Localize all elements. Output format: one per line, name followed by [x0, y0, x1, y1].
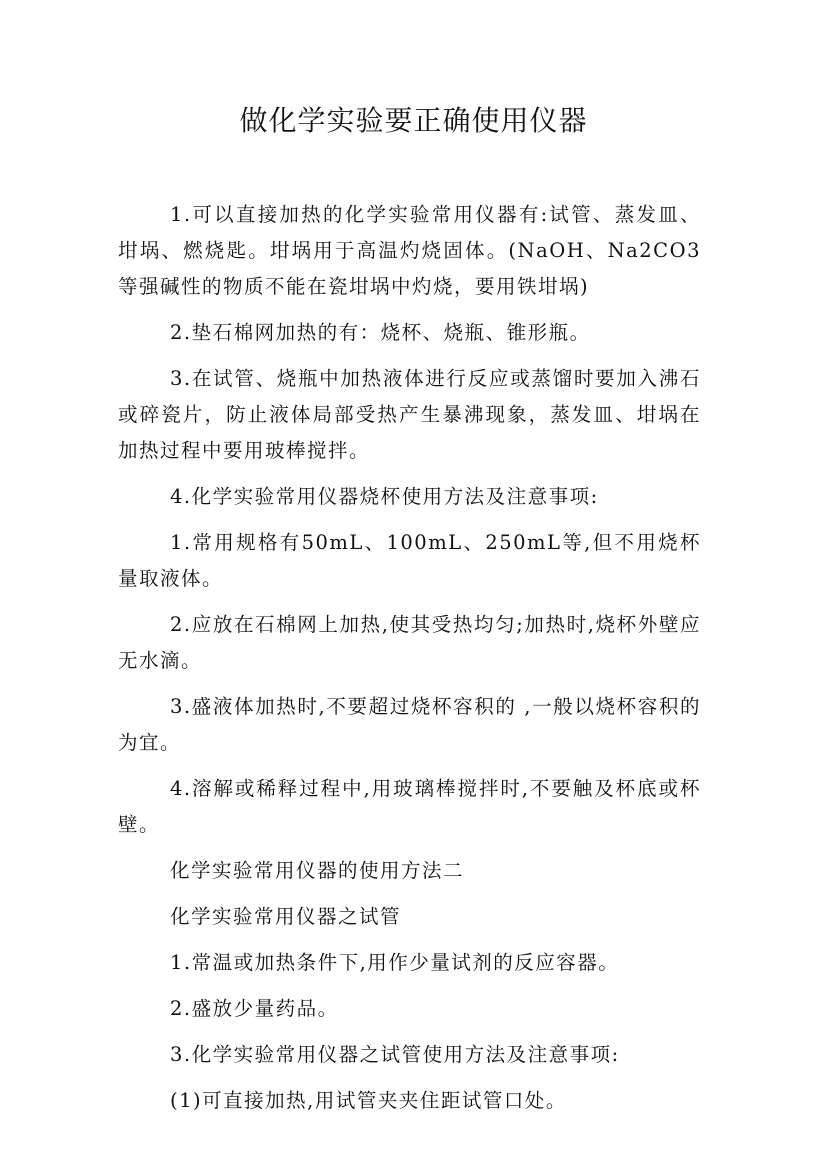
- paragraph: 2.应放在石棉网上加热,使其受热均匀;加热时,烧杯外壁应无水滴。: [118, 613, 701, 672]
- paragraph: 4.溶解或稀释过程中,用玻璃棒搅拌时,不要触及杯底或杯壁。: [118, 777, 701, 836]
- paragraph: 化学实验常用仪器之试管: [170, 905, 402, 928]
- document-body: [118, 197, 701, 1129]
- paragraph: 3.盛液体加热时,不要超过烧杯容积的 ,一般以烧杯容积的 为宜。: [118, 695, 701, 754]
- paragraph: 4.化学实验常用仪器烧杯使用方法及注意事项:: [170, 485, 599, 508]
- document-title: 做化学实验要正确使用仪器: [239, 104, 588, 137]
- paragraph: (1)可直接加热,用试管夹夹住距试管口处。: [170, 1089, 567, 1112]
- paragraph: 化学实验常用仪器的使用方法二: [170, 859, 465, 882]
- paragraph: 3.化学实验常用仪器之试管使用方法及注意事项:: [170, 1043, 620, 1066]
- paragraph: 1.常温或加热条件下,用作少量试剂的反应容器。: [170, 951, 620, 974]
- paragraph: 1.常用规格有50mL、100mL、250mL等,但不用烧杯量取液体。: [118, 531, 701, 590]
- paragraph: 2.垫石棉网加热的有：烧杯、烧瓶、锥形瓶。: [170, 321, 591, 344]
- paragraph: 2.盛放少量药品。: [170, 997, 339, 1020]
- paragraph: 3.在试管、烧瓶中加热液体进行反应或蒸馏时要加入沸石或碎瓷片，防止液体局部受热产生暴沸现象，蒸发皿、坩埚在加热过程中要用玻棒搅拌。: [118, 367, 701, 462]
- paragraph: 1.可以直接加热的化学实验常用仪器有:试管、蒸发皿、坩埚、燃烧匙。坩埚用于高温灼烧固体。(NaOH、Na2CO3等强碱性的物质不能在瓷坩埚中灼烧，要用铁坩埚): [118, 203, 701, 298]
